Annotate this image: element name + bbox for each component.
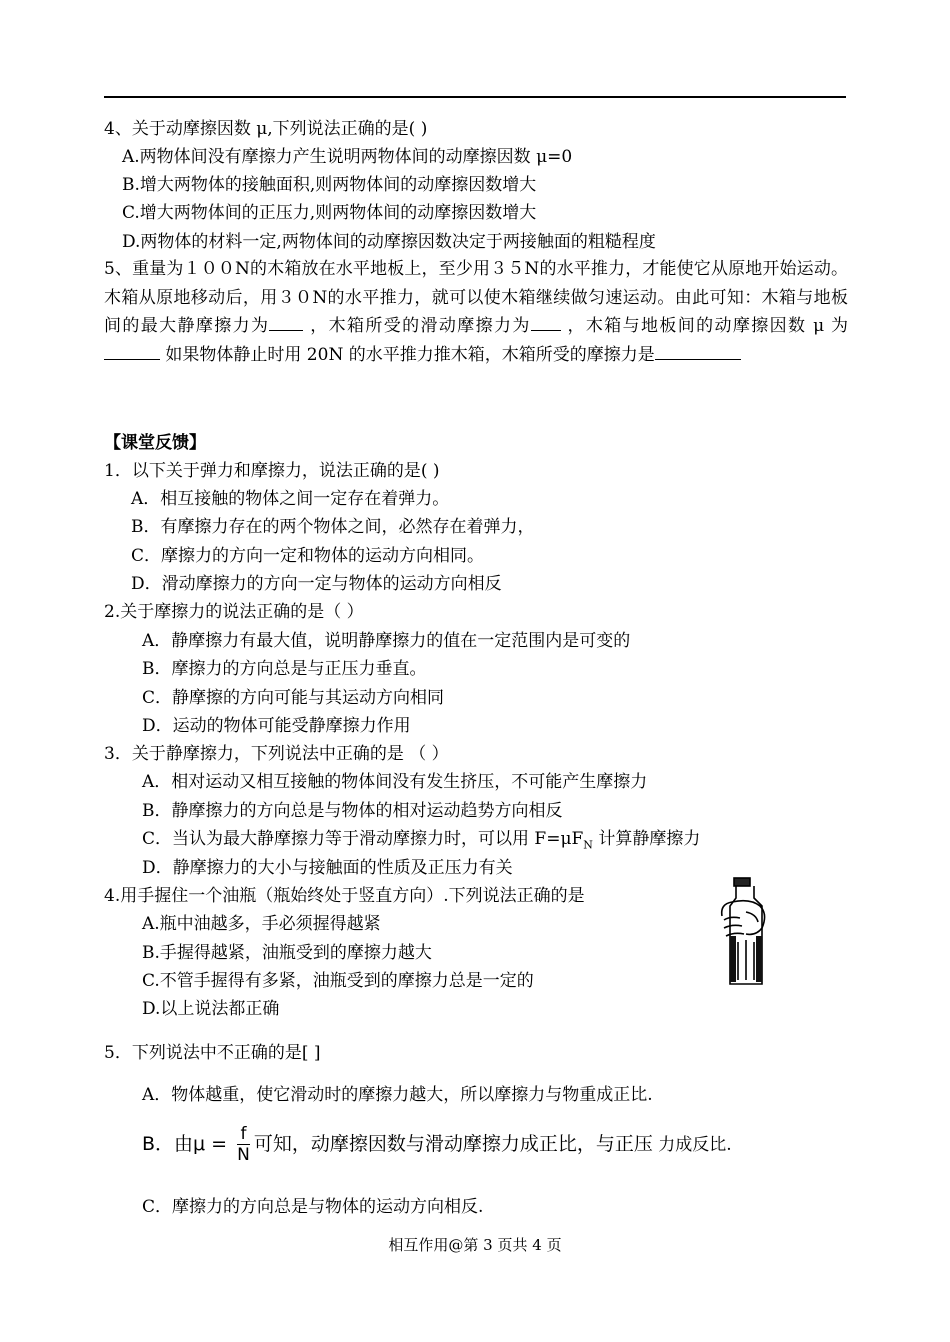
fb-q3-stem: 3．关于静摩擦力，下列说法中正确的是 （ ） [104,744,449,764]
fb-q1-option-a: A．相互接触的物体之间一定存在着弹力。 [131,489,450,509]
fb-q3-option-a: A．相对运动又相互接触的物体间没有发生挤压，不可能产生摩擦力 [142,772,648,792]
feedback-heading: 【课堂反馈】 [104,433,206,453]
top-rule [104,96,846,98]
q5-part2: ，木箱所受的滑动摩擦力为 [310,316,531,336]
fb-q5-option-b-suffix: 可知，动摩擦因数与滑动摩擦力成正比，与正压 [253,1133,653,1155]
fb-q3-option-b: B．静摩擦力的方向总是与物体的相对运动趋势方向相反 [142,801,563,821]
fb-q1-stem: 1．以下关于弹力和摩擦力，说法正确的是( ) [104,461,440,481]
fb-q2-option-b: B．摩擦力的方向总是与正压力垂直。 [142,659,427,679]
fb-q3-option-d: D．静摩擦力的大小与接触面的性质及正压力有关 [142,858,513,878]
q5-part3: ，木箱与地板间的动摩擦因数 μ 为 [567,316,849,336]
mu-fraction-numerator: f [237,1124,250,1145]
q5-part4: 如果物体静止时用 20N 的水平推力推木箱，木箱所受的摩擦力是 [165,344,655,365]
fb-q4-option-b: B.手握得越紧，油瓶受到的摩擦力越大 [142,943,432,963]
fb-q4-option-c: C.不管手握得有多紧，油瓶受到的摩擦力总是一定的 [142,971,534,991]
fb-q4-stem: 4.用手握住一个油瓶（瓶始终处于竖直方向）.下列说法正确的是 [104,886,585,906]
q4-option-a: A.两物体间没有摩擦力产生说明两物体间的动摩擦因数 μ=0 [122,147,573,167]
fb-q5-stem: 5．下列说法中不正确的是[ ] [104,1043,321,1063]
fb-q4-option-a: A.瓶中油越多，手必须握得越紧 [142,914,381,934]
fb-q5-option-b-tail: 力成反比. [652,1135,732,1155]
q5-blank-2[interactable] [531,312,561,331]
q5-blank-3[interactable] [104,341,160,360]
fb-q5-option-b-prefix: B．由μ = [142,1133,228,1155]
q5-blank-1[interactable] [269,312,303,331]
hand-holding-bottle-illustration [716,876,776,988]
q5-blank-4[interactable] [655,341,741,360]
q4-option-b: B.增大两物体的接触面积,则两物体间的动摩擦因数增大 [122,175,537,195]
q5-part1: 5、重量为１００N的木箱放在水平地板上，至少用３５N的水平推力，才能使它从原地开始运动。木箱从原地移动后，用３０N的水平推力，就可以使木箱继续做匀速运动。由此可知：木箱与地板间的最大静摩擦力为 [104,259,848,336]
fb-q1-option-c: C．摩擦力的方向一定和物体的运动方向相同。 [131,546,485,566]
fb-q5-option-a: A．物体越重，使它滑动时的摩擦力越大，所以摩擦力与物重成正比. [142,1085,653,1105]
fb-q2-option-a: A．静摩擦力有最大值，说明静摩擦力的值在一定范围内是可变的 [142,631,631,651]
fb-q1-option-d: D．滑动摩擦力的方向一定与物体的运动方向相反 [131,574,502,594]
mu-fraction [237,1124,250,1165]
fb-q1-option-b: B．有摩擦力存在的两个物体之间，必然存在着弹力， [131,517,535,537]
q5-fill-paragraph [104,255,848,369]
q4-option-c: C.增大两物体间的正压力,则两物体间的动摩擦因数增大 [122,203,537,223]
fb-q2-option-d: D．运动的物体可能受静摩擦力作用 [142,716,411,736]
fb-q3-option-c-tail: 计算静摩擦力 [592,829,701,849]
fb-q3-option-c [142,828,700,856]
fb-q5-option-c: C．摩擦力的方向总是与物体的运动方向相反. [142,1197,484,1217]
fb-q3-option-c-text: C．当认为最大静摩擦力等于滑动摩擦力时，可以用 F=μF [142,829,584,849]
fb-q3-option-c-subscript: N [583,838,593,852]
mu-fraction-denominator: N [237,1145,250,1165]
fb-q4-option-d: D.以上说法都正确 [142,999,280,1019]
q4-option-d: D.两物体的材料一定,两物体间的动摩擦因数决定于两接触面的粗糙程度 [122,232,656,252]
page-footer: 相互作用@第 3 页共 4 页 [388,1236,562,1254]
fb-q2-option-c: C．静摩擦的方向可能与其运动方向相同 [142,688,445,708]
fb-q2-stem: 2.关于摩擦力的说法正确的是（ ） [104,602,364,622]
fb-q5-option-b [142,1124,732,1165]
q4-stem: 4、关于动摩擦因数 μ,下列说法正确的是( ) [104,119,428,139]
